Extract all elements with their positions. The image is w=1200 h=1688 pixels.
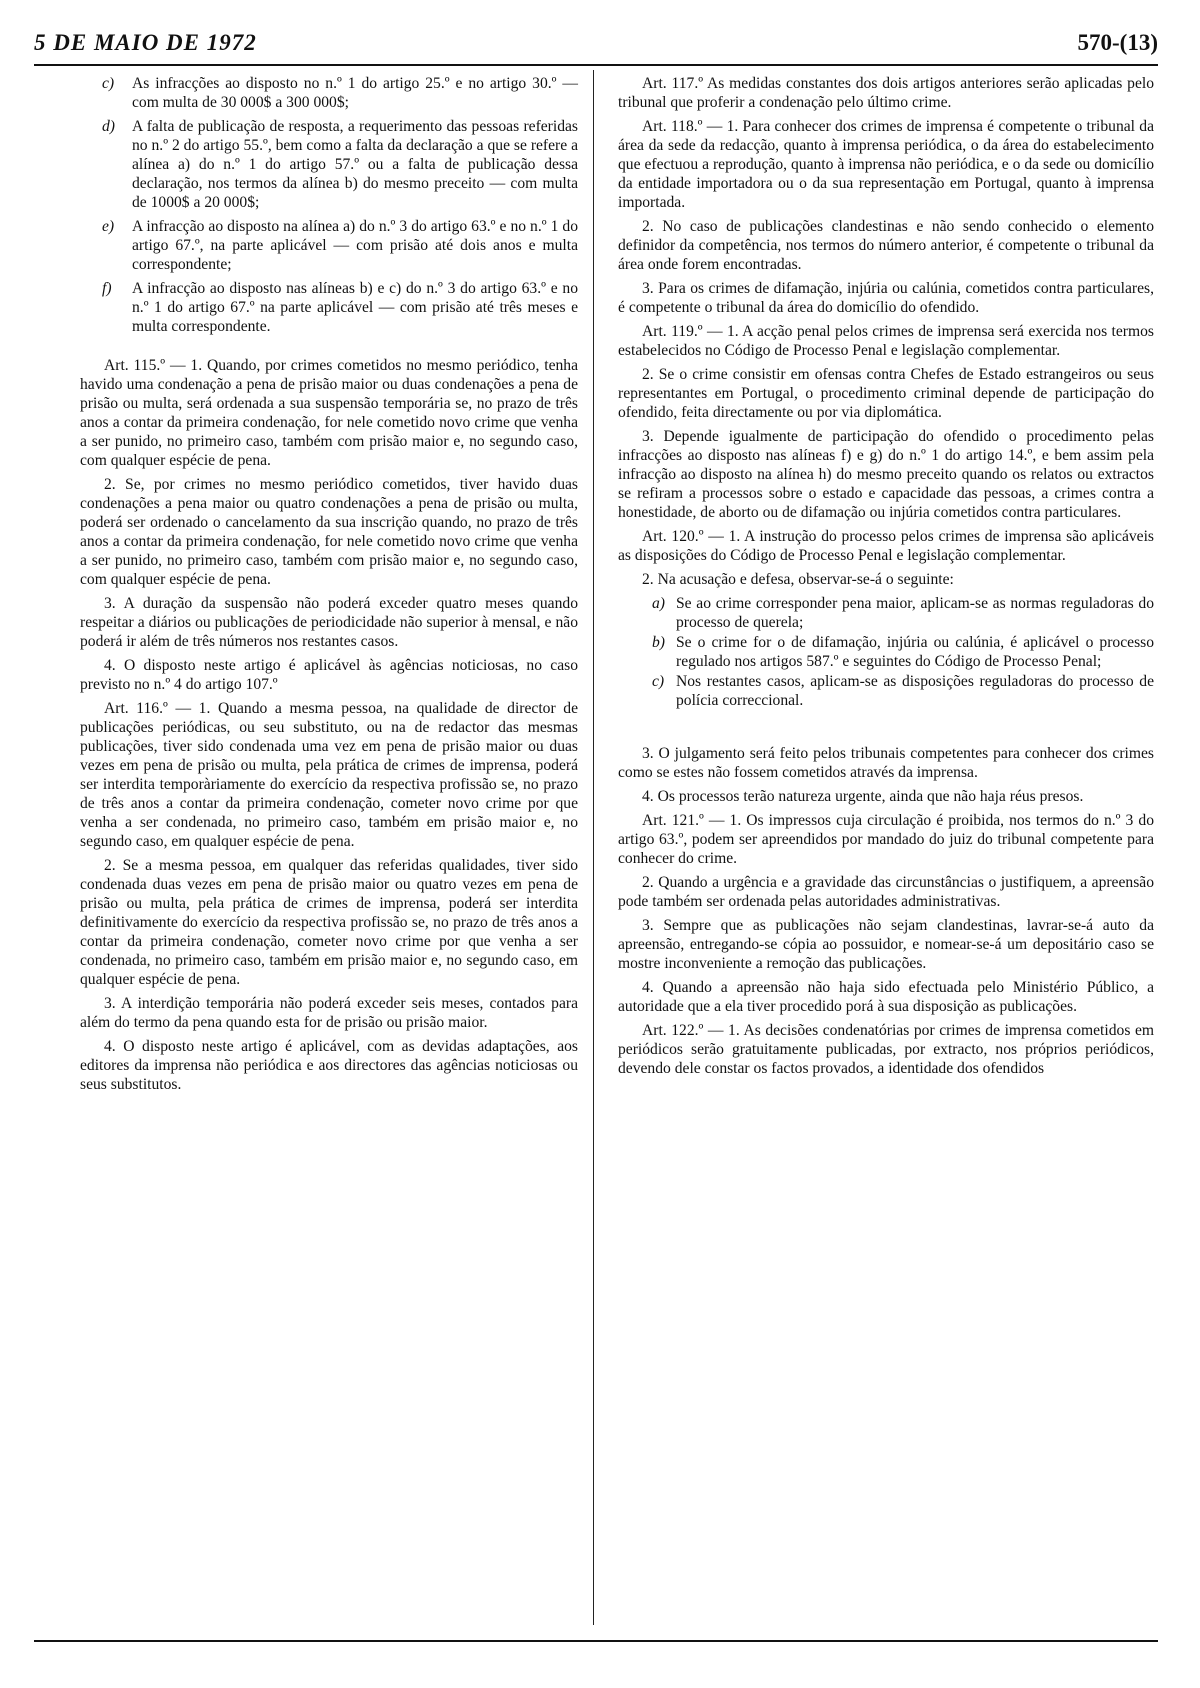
paragraph: 3. Para os crimes de difamação, injúria ou calúnia, cometidos contra particulares, é competente o tribunal da área do domicílio do ofendido. [618,280,1154,316]
paragraph: 4. Quando a apreensão não haja sido efectuada pelo Ministério Público, a autoridade que a ela tiver procedido porá à sua disposição as publicações. [618,979,1154,1015]
paragraph: Art. 116.º — 1. Quando a mesma pessoa, na qualidade de director de publicações periódicas, ou seu substituto, ou na de redactor das mesmas publicações, tiver sido condenada uma vez em pena de prisão maior ou duas vezes em pena de prisão ou multa, pela prática de crimes de imprensa, poderá ser interdita temporàriamente do exercício da respectiva profissão se, no prazo de três anos a contar da primeira condenação, cometer novo crime por que venha a ser condenada, no primeiro caso, também em prisão maior e, no segundo caso, em qualquer espécie de pena. [80,700,578,850]
paragraph: 2. No caso de publicações clandestinas e não sendo conhecido o elemento definidor da competência, nos termos do número anterior, é competente o tribunal da área onde forem encontradas. [618,218,1154,273]
paragraph: 3. Sempre que as publicações não sejam clandestinas, lavrar-se-á auto da apreensão, entregando-se cópia ao possuidor, e nomear-se-á um depositário caso se mostre inconveniente a remoção das publicações. [618,917,1154,972]
item-text: A falta de publicação de resposta, a requerimento das pessoas referidas no n.º 2 do artigo 55.º, bem como a falta da declaração a que se refere a alínea a) do n.º 1 do artigo 57.º ou a falta de publicação dessa declaração, nos termos da alínea b) do mesmo preceito — com multa de 1000$ a 20 000$; [132,118,578,211]
paragraph: Art. 120.º — 1. A instrução do processo pelos crimes de imprensa são aplicáveis as disposições do Código de Processo Penal e legislação complementar. [618,528,1154,564]
list-item [652,672,1154,710]
item-text: As infracções ao disposto no n.º 1 do artigo 25.º e no artigo 30.º — com multa de 30 000$ a 300 000$; [132,75,578,111]
right-column [618,74,1154,1083]
item-label: b) [652,634,665,651]
list-item [102,74,578,112]
paragraph: 2. Quando a urgência e a gravidade das circunstâncias o justifiquem, a apreensão pode também ser ordenada pelas autoridades administrativas. [618,874,1154,910]
paragraph: Art. 122.º — 1. As decisões condenatórias por crimes de imprensa cometidos em periódicos serão gratuitamente publicadas, por extracto, nos próprios periódicos, devendo dele constar os factos provados, a identidade dos ofendidos [618,1022,1154,1077]
item-text: A infracção ao disposto na alínea a) do n.º 3 do artigo 63.º e no n.º 1 do artigo 67.º, na parte aplicável — com prisão até dois anos e multa correspondente; [132,218,578,273]
footer-rule [34,1640,1158,1642]
list-item [102,117,578,212]
item-label: e) [102,218,115,235]
list-item [102,279,578,336]
list-item [652,633,1154,671]
item-label: d) [102,118,115,135]
header-page-number: 570-(13) [1077,30,1158,55]
paragraph: 4. O disposto neste artigo é aplicável, com as devidas adaptações, aos editores da imprensa não periódica e aos directores das agências noticiosas ou seus substitutos. [80,1038,578,1093]
paragraph: 2. Na acusação e defesa, observar-se-á o seguinte: [642,571,954,588]
item-label: a) [652,595,665,612]
paragraph: 2. Se o crime consistir em ofensas contra Chefes de Estado estrangeiros ou seus representantes em Portugal, o procedimento criminal depende de participação do ofendido, feita directamente ou por via diplomática. [618,366,1154,421]
paragraph: Art. 115.º — 1. Quando, por crimes cometidos no mesmo periódico, tenha havido uma condenação a pena de prisão maior ou duas condenações a pena de prisão ou multa, será ordenada a sua suspensão temporária se, no prazo de três anos a contar da primeira condenação, for nele cometido novo crime que venha a ser punido, no primeiro caso, também com prisão maior e, no segundo caso, com qualquer espécie de pena. [80,357,578,469]
paragraph: 3. Depende igualmente de participação do ofendido o procedimento pelas infracções ao disposto nas alíneas f) e g) do n.º 1 do artigo 14.º, e bem assim pela infracção ao disposto na alínea h) do mesmo preceito quando os relatos ou extractos se refiram a processos sobre o estado e capacidade das pessoas, a crimes contra a honestidade, de aborto ou de difamação ou injúria cometidos contra particulares. [618,428,1154,521]
right-item-list [652,594,1154,710]
list-item [652,594,1154,632]
paragraph: 2. Se a mesma pessoa, em qualquer das referidas qualidades, tiver sido condenada duas vezes em pena de prisão maior ou quatro vezes em pena de prisão ou multa, pela prática de crimes de imprensa, poderá ser interdita definitivamente do exercício da respectiva profissão se, no prazo de três anos a contar da primeira condenação, cometer novo crime por que venha a ser condenada, no primeiro caso, também em prisão maior e, no segundo caso, em qualquer espécie de pena. [80,857,578,988]
paragraph: 3. A interdição temporária não poderá exceder seis meses, contados para além do termo da pena quando esta for de prisão ou prisão maior. [80,995,578,1031]
paragraph: 4. Os processos terão natureza urgente, ainda que não haja réus presos. [642,788,1084,805]
item-label: f) [102,280,112,297]
item-text: Se ao crime corresponder pena maior, aplicam-se as normas reguladoras do processo de querela; [676,595,1154,631]
list-item [102,217,578,274]
left-column [80,74,578,1099]
paragraph: Art. 117.º As medidas constantes dos dois artigos anteriores serão aplicadas pelo tribunal que proferir a condenação pelo último crime. [618,75,1154,111]
paragraph: Art. 118.º — 1. Para conhecer dos crimes de imprensa é competente o tribunal da área da sede da redacção, quanto à imprensa periódica, o da área do estabelecimento que efectuou a reprodução, quanto à imprensa não periódica, e o da sede ou domicílio da entidade importadora ou o da sua representação em Portugal, quanto à imprensa importada. [618,118,1154,211]
paragraph: Art. 121.º — 1. Os impressos cuja circulação é proibida, nos termos do n.º 3 do artigo 63.º, podem ser apreendidos por mandado do juiz do tribunal competente para conhecer do crime. [618,812,1154,867]
item-label: c) [652,673,665,690]
item-text: A infracção ao disposto nas alíneas b) e c) do n.º 3 do artigo 63.º e no n.º 1 do artigo 67.º na parte aplicável — com prisão até três meses e multa correspondente. [132,280,578,335]
paragraph: 3. O julgamento será feito pelos tribunais competentes para conhecer dos crimes como se estes não fossem cometidos através da imprensa. [618,745,1154,781]
item-text: Nos restantes casos, aplicam-se as disposições reguladoras do processo de polícia correccional. [676,673,1154,709]
paragraph: 2. Se, por crimes no mesmo periódico cometidos, tiver havido duas condenações a pena maior ou quatro condenações a pena de prisão ou multa, poderá ser ordenado o cancelamento da sua inscrição quando, no prazo de três anos a contar da primeira condenação, for nele cometido novo crime que venha a ser punido, no primeiro caso, também com prisão maior e, no segundo caso, com qualquer espécie de pena. [80,476,578,588]
paragraph: Art. 119.º — 1. A acção penal pelos crimes de imprensa será exercida nos termos estabelecidos no Código de Processo Penal e legislação complementar. [618,323,1154,359]
header-date: 5 DE MAIO DE 1972 [34,30,257,55]
page-header [34,30,1158,64]
item-label: c) [102,75,115,92]
header-rule [34,64,1158,66]
paragraph: 4. O disposto neste artigo é aplicável às agências noticiosas, no caso previsto no n.º 4 do artigo 107.º [80,657,578,693]
paragraph: 3. A duração da suspensão não poderá exceder quatro meses quando respeitar a diários ou publicações de periodicidade não superior à mensal, e não poderá ir além de três números nos restantes casos. [80,595,578,650]
left-item-list [102,74,578,336]
item-text: Se o crime for o de difamação, injúria ou calúnia, é aplicável o processo regulado nos artigos 587.º e seguintes do Código de Processo Penal; [676,634,1154,670]
column-divider [593,70,594,1625]
